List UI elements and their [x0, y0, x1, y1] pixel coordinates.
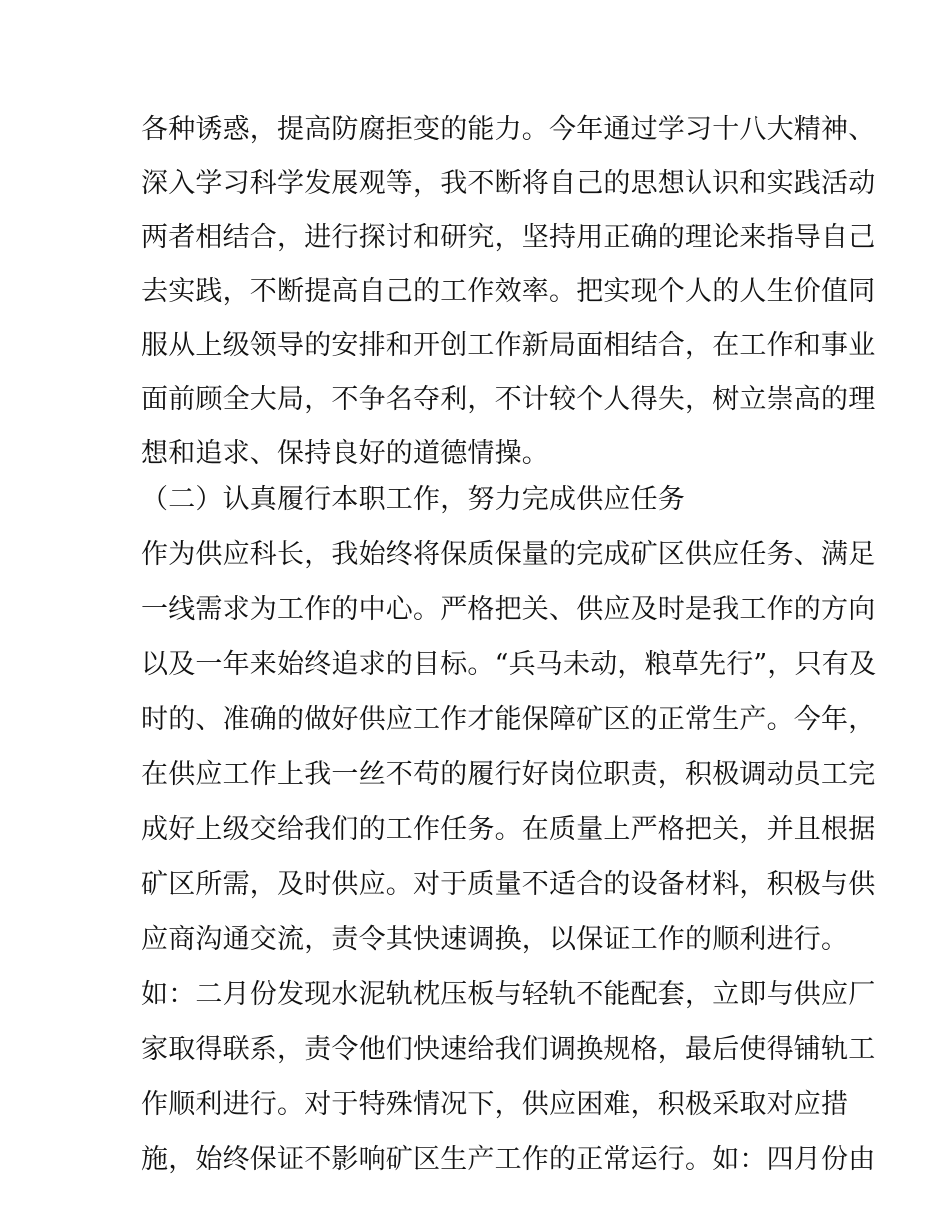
text-line: 各种诱惑，提高防腐拒变的能力。今年通过学习十八大精神、 [141, 114, 876, 145]
section-heading: （二）认真履行本职工作，努力完成供应任务 [141, 484, 685, 515]
text-line: 如：二月份发现水泥轨枕压板与轻轨不能配套，立即与供应厂 [141, 979, 876, 1010]
text-line: 作顺利进行。对于特殊情况下，供应困难，积极采取对应措 [141, 1089, 849, 1120]
text-line: 应商沟通交流，责令其快速调换，以保证工作的顺利进行。 [141, 924, 849, 955]
text-line: 服从上级领导的安排和开创工作新局面相结合，在工作和事业 [141, 330, 876, 361]
text-line: 两者相结合，进行探讨和研究，坚持用正确的理论来指导自己 [141, 222, 876, 253]
text-line: 面前顾全大局，不争名夺利，不计较个人得失，树立崇高的理 [141, 384, 876, 415]
text-line: 作为供应科长，我始终将保质保量的完成矿区供应任务、满足 [141, 539, 876, 570]
text-line: 去实践，不断提高自己的工作效率。把实现个人的人生价值同 [141, 276, 876, 307]
text-line: 成好上级交给我们的工作任务。在质量上严格把关，并且根据 [141, 814, 876, 845]
text-line: 深入学习科学发展观等，我不断将自己的思想认识和实践活动 [141, 168, 876, 199]
text-line: 在供应工作上我一丝不苟的履行好岗位职责，积极调动员工完 [141, 759, 876, 790]
text-line: 一线需求为工作的中心。严格把关、供应及时是我工作的方向 [141, 594, 876, 625]
text-line: 以及一年来始终追求的目标。“兵马未动，粮草先行”，只有及 [141, 649, 877, 680]
text-line: 想和追求、保持良好的道德情操。 [141, 438, 549, 469]
text-line: 时的、准确的做好供应工作才能保障矿区的正常生产。今年， [141, 704, 876, 735]
text-line: 施，始终保证不影响矿区生产工作的正常运行。如：四月份由 [141, 1144, 876, 1175]
text-line: 矿区所需，及时供应。对于质量不适合的设备材料，积极与供 [141, 869, 876, 900]
text-line: 家取得联系，责令他们快速给我们调换规格，最后使得铺轨工 [141, 1034, 876, 1065]
